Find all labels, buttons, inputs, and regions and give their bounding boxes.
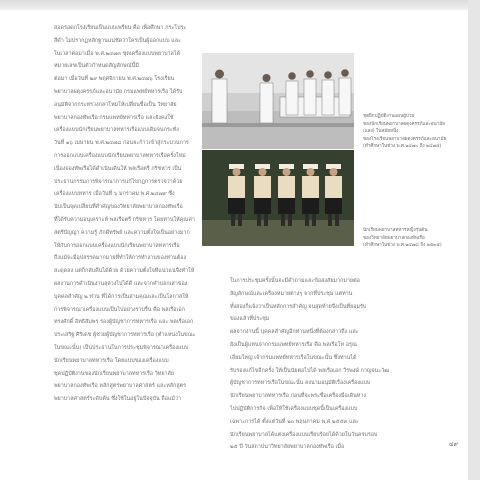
left-line: หมายเลขเป็นตัวกำหนดสัญลักษณ์นี้มี [54,63,139,70]
right-line: ยังเป็นผู้แทนจากกรมแพทย์ทหารเรือ คือ พลเรือโท อรุณ [230,341,357,348]
right-line: นักเรียนพยาบาลได้แต่งเครื่องแบบเรียบร้อยได้ด้วยในวันครบรอบ [230,431,378,438]
caption-line: (ทำศึกษาในช่วง พ.ศ.๒๔๗๘ ถึง ๒๕๓๕) [363,243,442,248]
left-line: สตรีปัญญา ความรู้ ภักดีทรัพย์ และความตั้งใจเป็นอย่างมาก [54,229,190,236]
left-line: การออกแบบเครื่องแบบนักเรียนพยาบาลทหารเรือครั้งใหม่ [54,152,186,159]
photo-caption-1 [363,113,473,151]
right-line: ผลจากงานนี้ บุคคลสำคัญอีกท่านหนึ่งที่ต้องกล่าวถึง และ [230,329,359,336]
left-line: อนุมัติจากกระทรวงกลาโหมให้เปลี่ยนชื่อเป็น วิทยาลัย [54,101,177,108]
left-line: ที่ได้รับความอนุเคราะห์ พลเรือตรี กริชหาร โดยท่านให้คุณค่า [54,216,195,223]
left-line: การพิจารณาเครื่องแบบเป็นไปอย่างราบรื่น คือ พลเรือเอก [54,306,185,313]
left-line: นับเป็นจุดเปลี่ยนที่สำคัญของวิทยาลัยพยาบาลกองทัพเรือ [54,204,183,211]
caption-line: ชุดฝึกปฏิบัติงานแผนผู้ป่วย [363,114,415,119]
right-line: รับรองแก้ไขอีกครั้ง ให้เป็นนัยต่อไปได้ พลเรือเอก วีรพงษ์ กาญจนะวัฒ [230,367,390,374]
left-line: ทรงศักดิ์ อิทธิสัมพร รองผู้บัญชาการทหารเรือ และ พลเรือเอก [54,319,194,326]
right-line: ทั้งสองก็แจ้งว่าเป็นหลักการสำคัญ จนสุดท้ายจึงเป็นที่ยอมรับ [230,303,367,310]
right-line: ๒๕ ปี วันสถาปนาวิทยาลัยพยาบาลกองทัพเรือ เมื่อ [230,444,345,451]
left-line: ในเวลาต่อมาเมื่อ พ.ศ.๒๔๗๓ ชุดเครื่องแบบพยาบาลได้ [54,50,181,57]
left-line: พยาบาลศาสตร์ระดับต้น ซึ่งใช้ในอยู่ในปัจจุบัน ถือแม้ว่า [54,396,181,403]
right-line: นักเรียนพยาบาลทหารเรือ ก่อนที่จะพระชื่อเครื่องมือเดินทาง [230,393,367,400]
top-strip [0,0,480,10]
left-line: บุคคลสำคัญ ๒ ท่าน ที่ได้การเป็นสามคุณและเป็นโลกาสให้ [54,293,189,300]
left-line: ให้กับการออกแบบเครื่องแบบนักเรียนพยาบาลทหารเรือ [54,242,180,249]
right-line: เอี่ยมใหญ่ เจ้ากรมแพทย์ทหารเรือในขณะนั้น ซึ่งท่านได้ [230,354,357,361]
left-line: ชุดปฏิบัติงานของนักเรียนพยาบาลทหารเรือ วิทยาลัย [54,370,174,377]
right-line: ไปปฏิบัติการกิจ เพื่อให้ใช้เครื่องแบบชุดนี้เป็นเครื่องแบบ [230,405,358,412]
left-line: ต่อมา เมื่อวันที่ ๒๙ พฤศจิกายน พ.ศ.๒๔๗๖ โรงเรียน [54,76,175,83]
photo-caption-2 [363,227,473,250]
nursing-students-photo [202,150,354,246]
left-line: ถึงแม้จะมีอุปสรรคมากมายที่ทำให้การทำงานของท่านต้อง [54,255,187,262]
left-line: เนื่องจองทัพเรือได้ดำเนินเดินให้ พลเรือตรี กริชหาร เป็น [54,165,182,172]
page-number: ๔๙ [449,441,458,448]
caption-line: ของนักเรียนพยาบาลผดุงครรภ์และอนามัย [363,121,445,127]
left-line: นักเรียนพยาบาลทหารเรือ โดยแบบของเครื่องแบบ [54,357,169,364]
left-line: พยาบาลกองทัพเรือ กรมแพทย์ทหารเรือ และยังคงใช้ [54,114,174,121]
left-line: สอดรอดกโรงเรียนเป็นแบบเพรียน คือ เพื่อศึกษา กระโประ [54,25,187,31]
left-line: ประธานกรรมการพิจารณาการแก้ไขกฎการตรวจว่าด้วย [54,178,183,185]
right-line: ของแล้วที่ประชุม [230,316,270,323]
left-line: พยาบาลผดุงครรภ์และอนามัย กรมแพทย์ทหารเรือ ได้รับ [54,88,183,95]
left-line: เครื่องแบบทหาร เมื่อวันที่ ๖ มกราคม พ.ศ.๒๔๗๙ ซึ่ง [54,191,175,198]
left-line: สีดำ ไม่ปรากฏหลักฐานแน่ชัดว่าใครเป็นผู้ออกแบบ และ [54,37,181,44]
caption-line: (แสง) ในสมัยหนึ่ง [363,129,399,134]
left-line: พยาบาลกองทัพเรือ หลักสูตรพยาบาลศาสตร์ และหลักสูตร [54,383,187,390]
left-line: ผลงานการดำเนินงานลุล่วงไปได้ดี และจากคำบอกเล่าของ [54,280,188,287]
left-line: ประเสริฐ ศิริเดช ผู้ช่วยผู้บัญชาการทหารเรือ (ตำแหน่งในขณะ [54,332,196,339]
right-text-column [230,275,430,454]
right-line: ผู้บัญชาการทหารเรือในขณะนั้น ลงนามอนุมัติเรื่องเครื่องแบบ [230,380,371,387]
left-line: สะดุดลง แต่ก็กลับคืนได้ด้วย ด้วยความตั้งใจทีแน่วแน่จึงทำให้ [54,268,195,275]
caption-line: (ทำศึกษาในช่วง พ.ศ.๒๔๗๐ ถึง ๒๔๗๕) [363,144,442,149]
right-line: เฉพาะการได้ ตั้งแต่วันที่ ๒๐ พฤษภาคม พ.ศ.๒๕๕๓ และ [230,418,359,425]
caption-line: ของวิทยาลัยพยาบาลกองทัพเรือ [363,235,425,241]
left-line: วันที่ ๑๖ เมษายน พ.ศ.๒๔๗๘ ก่อนจะก้าวเข้าสู่กระบวนการ [54,140,189,147]
left-line: เครื่องแบบนักเรียนพยาบาลทหารเรือแบบเดิมจนกระทั่ง [54,127,179,134]
caption-line: นักเรียนพยาบาลทหารหญิงรุ่นต้น [363,228,428,233]
left-line: ในขณะนั้น) เป็นประธานในการประชุมพิจารณาเครื่องแบบ [54,344,189,351]
historic-nurses-photo [202,53,354,149]
caption-line: ของโรงเรียนพยาบาลผดุงครรภ์และอนามัย [363,136,447,142]
right-line: สัญลักษณ์และเครื่องหมายต่างๆ จากที่ประชุม แต่ท่าน [230,290,353,297]
right-line: ในการประชุมครั้งนั้นจะมีคำถามและข้อสงสัยมากมายต่อ [230,278,360,284]
